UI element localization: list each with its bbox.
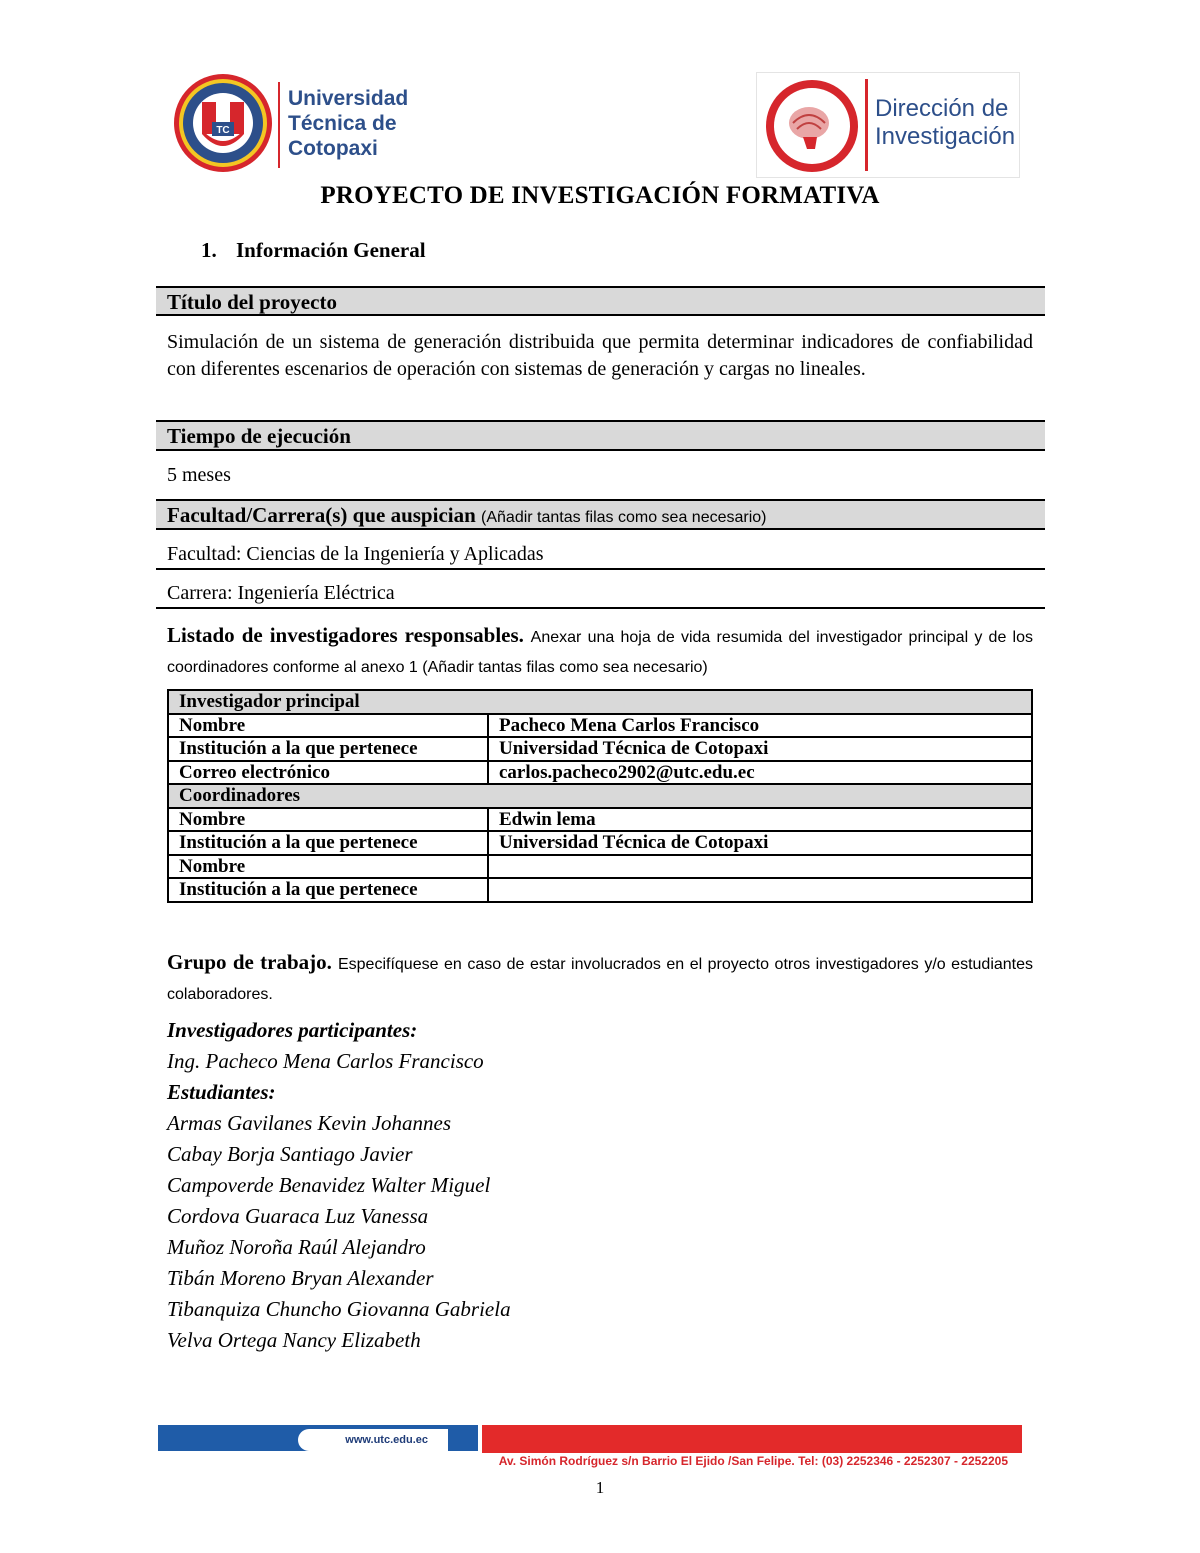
coordinadores-header: Coordinadores	[168, 784, 1032, 808]
row-value: carlos.pacheco2902@utc.edu.ec	[488, 761, 1032, 785]
row-label: Institución a la que pertenece	[168, 878, 488, 902]
investigadores-heading: Listado de investigadores responsables.	[167, 623, 524, 647]
direccion-name: Dirección de Investigación	[875, 95, 1016, 150]
divider	[156, 568, 1045, 570]
row-value: Universidad Técnica de Cotopaxi	[488, 831, 1032, 855]
direccion-logo	[756, 72, 1020, 178]
page-footer	[158, 1425, 1022, 1471]
tiempo-value: 5 meses	[167, 464, 231, 486]
divider	[156, 607, 1045, 609]
section-number: 1.	[201, 238, 217, 262]
grupo-paragraph	[167, 948, 1033, 1009]
participantes-label: Investigadores participantes:	[167, 1018, 418, 1042]
titulo-value: Simulación de un sistema de generación distribuida que permita determinar indicadores de confiabilidad con diferentes escenarios de operación con sistemas de generación y cargas no lineales.	[167, 331, 1033, 380]
table-row	[168, 784, 1032, 808]
table-row	[168, 878, 1032, 902]
estudiantes-label: Estudiantes:	[167, 1080, 276, 1104]
grupo-heading: Grupo de trabajo.	[167, 950, 332, 974]
investigadores-table	[167, 689, 1033, 903]
list-item: Muñoz Noroña Raúl Alejandro	[167, 1235, 426, 1259]
section-heading	[201, 238, 426, 263]
table-row	[168, 808, 1032, 832]
page-number: 1	[595, 1478, 605, 1497]
table-row	[168, 831, 1032, 855]
list-item: Cabay Borja Santiago Javier	[167, 1142, 413, 1166]
list-item: Ing. Pacheco Mena Carlos Francisco	[167, 1049, 484, 1073]
row-value: Universidad Técnica de Cotopaxi	[488, 737, 1032, 761]
row-label: Nombre	[168, 855, 488, 879]
document-title: PROYECTO DE INVESTIGACIÓN FORMATIVA	[320, 182, 880, 209]
university-name: Universidad Técnica de Cotopaxi	[288, 87, 409, 160]
row-label: Nombre	[168, 714, 488, 738]
tiempo-label-bar: Tiempo de ejecución	[156, 420, 1045, 451]
section-label: Información General	[236, 238, 426, 262]
row-label: Institución a la que pertenece	[168, 737, 488, 761]
titulo-label-bar: Título del proyecto	[156, 286, 1045, 316]
utc-logo	[172, 72, 409, 176]
footer-red-band	[482, 1425, 1022, 1455]
list-item: Armas Gavilanes Kevin Johannes	[167, 1111, 452, 1135]
utc-seal-icon	[172, 72, 274, 174]
investigadores-paragraph	[167, 621, 1033, 682]
carrera-value: Carrera: Ingeniería Eléctrica	[167, 582, 395, 604]
svg-text:TC: TC	[216, 125, 230, 136]
participantes-list	[167, 1015, 511, 1356]
facultad-label-bar: Facultad/Carrera(s) que auspician (Añadir tantas filas como sea necesario)	[156, 499, 1045, 530]
grupo-text: Especifíquese en caso de estar involucrados en el proyecto otros investigadores y/o estudiantes colaboradores.	[167, 956, 1034, 1003]
table-row	[168, 690, 1032, 714]
row-value: Edwin lema	[488, 808, 1032, 832]
list-item: Velva Ortega Nancy Elizabeth	[167, 1328, 421, 1352]
footer-address: Av. Simón Rodríguez s/n Barrio El Ejido /San Felipe. Tel: (03) 2252346 - 2252307 - 2252205	[498, 1454, 1008, 1468]
table-row	[168, 855, 1032, 879]
row-label: Correo electrónico	[168, 761, 488, 785]
investigadores-text: Anexar una hoja de vida resumida del investigador principal y de los coordinadores conforme al anexo 1 (Añadir tantas filas como sea necesario)	[167, 629, 1034, 676]
website-link[interactable]: www.utc.edu.ec	[298, 1429, 448, 1451]
table-row	[168, 714, 1032, 738]
list-item: Campoverde Benavidez Walter Miguel	[167, 1173, 491, 1197]
logo-divider	[278, 82, 280, 168]
brain-seal-icon	[763, 77, 861, 175]
logo-divider	[865, 79, 868, 171]
principal-header: Investigador principal	[168, 690, 1032, 714]
list-item: Tibanquiza Chuncho Giovanna Gabriela	[167, 1297, 511, 1321]
table-row	[168, 761, 1032, 785]
row-value	[488, 855, 1032, 879]
table-row	[168, 737, 1032, 761]
row-value	[488, 878, 1032, 902]
list-item: Cordova Guaraca Luz Vanessa	[167, 1204, 429, 1228]
list-item: Tibán Moreno Bryan Alexander	[167, 1266, 434, 1290]
facultad-value: Facultad: Ciencias de la Ingeniería y Aplicadas	[167, 543, 544, 565]
row-label: Institución a la que pertenece	[168, 831, 488, 855]
row-value: Pacheco Mena Carlos Francisco	[488, 714, 1032, 738]
row-label: Nombre	[168, 808, 488, 832]
